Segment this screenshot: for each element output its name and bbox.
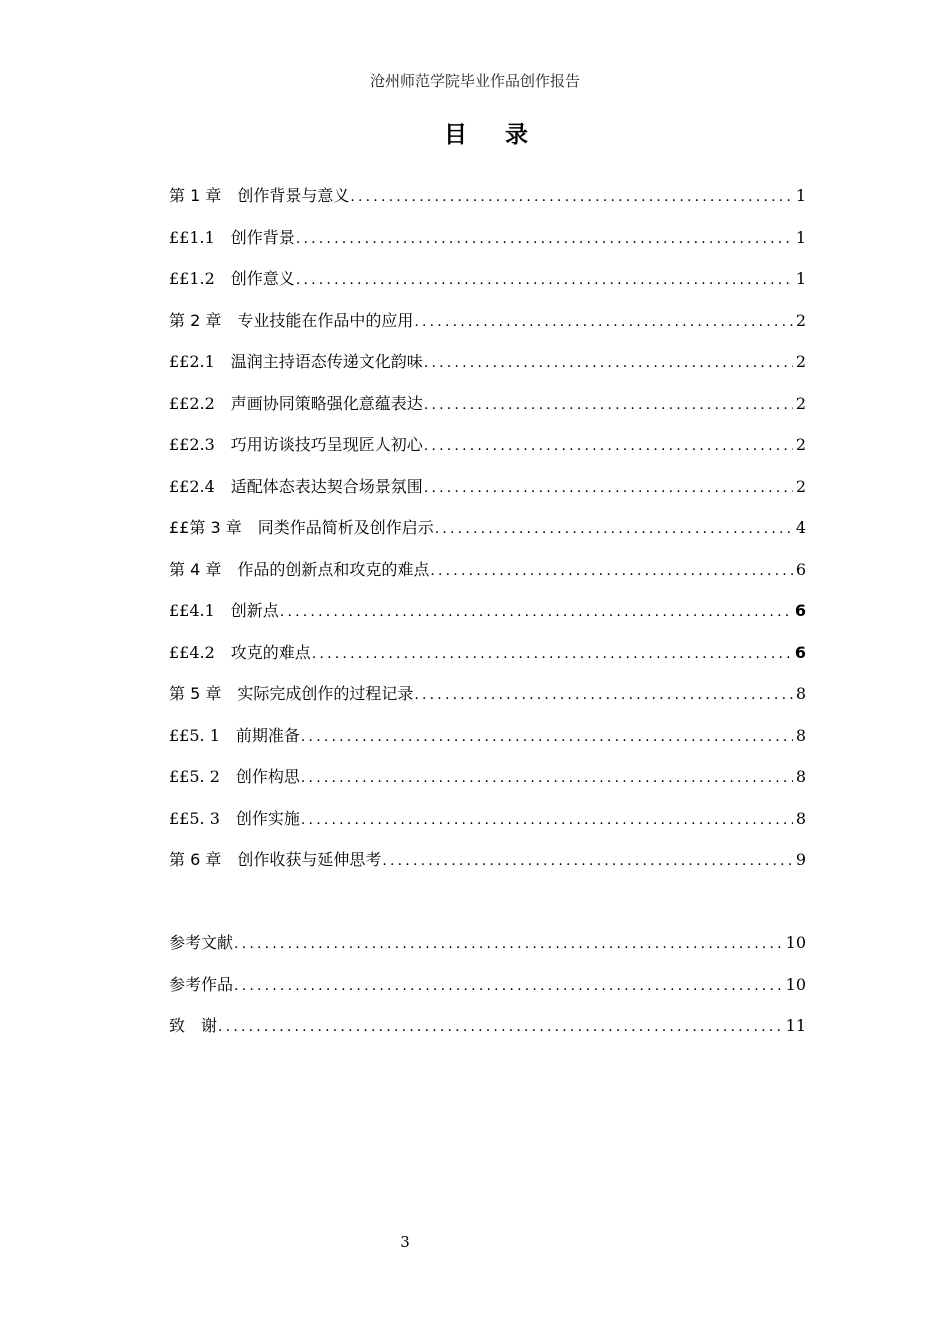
toc-entry-label: ££第 3 章 同类作品简析及创作启示 bbox=[169, 518, 434, 537]
toc-leader-dots bbox=[312, 634, 792, 674]
toc-leader-dots bbox=[350, 177, 792, 217]
toc-leader-dots bbox=[414, 675, 792, 715]
toc-entry[interactable] bbox=[169, 715, 806, 757]
toc-entry[interactable] bbox=[169, 300, 806, 342]
toc-entry-label: ££4.1 创新点 bbox=[169, 601, 279, 620]
toc-leader-dots bbox=[296, 219, 793, 259]
toc-leader-dots bbox=[296, 260, 793, 300]
toc-leader-dots bbox=[414, 302, 792, 342]
toc-entry-page: 6 bbox=[794, 601, 806, 620]
toc-entry-label: ££4.2 攻克的难点 bbox=[169, 642, 311, 662]
toc-entry-page: 1 bbox=[795, 227, 806, 247]
toc-entry-page: 10 bbox=[785, 974, 806, 994]
toc-list bbox=[169, 175, 806, 1047]
toc-leader-dots bbox=[424, 343, 793, 383]
toc-entry-page: 6 bbox=[795, 559, 806, 579]
toc-entry-page: 11 bbox=[785, 1016, 806, 1035]
toc-entry[interactable] bbox=[169, 507, 806, 549]
toc-entry-page: 4 bbox=[795, 518, 806, 537]
toc-entry-label: 第 1 章 创作背景与意义 bbox=[169, 186, 350, 205]
toc-entry-page: 2 bbox=[795, 435, 806, 454]
toc-entry[interactable] bbox=[169, 424, 806, 466]
toc-entry[interactable] bbox=[169, 466, 806, 508]
toc-entry-page: 1 bbox=[795, 269, 806, 288]
toc-leader-dots bbox=[430, 551, 792, 591]
toc-leader-dots bbox=[301, 758, 793, 798]
toc-leader-dots bbox=[301, 800, 793, 840]
toc-entry-page: 8 bbox=[795, 808, 806, 828]
toc-entry-page: 2 bbox=[795, 310, 806, 330]
toc-entry[interactable] bbox=[169, 217, 806, 259]
toc-leader-dots bbox=[218, 1007, 783, 1047]
toc-entry-label: 第 6 章 创作收获与延伸思考 bbox=[169, 850, 382, 869]
toc-entry-label: ££2.4 适配体态表达契合场景氛围 bbox=[169, 476, 423, 496]
toc-entry-page: 8 bbox=[795, 684, 806, 703]
toc-entry-page: 1 bbox=[795, 186, 806, 205]
toc-entry-label: 参考文献 bbox=[169, 933, 234, 952]
toc-leader-dots bbox=[424, 468, 793, 508]
toc-entry[interactable] bbox=[169, 258, 806, 300]
toc-leader-dots bbox=[424, 426, 793, 466]
toc-leader-dots bbox=[424, 385, 793, 425]
toc-entry[interactable] bbox=[169, 673, 806, 715]
toc-entry-label: ££5. 3 创作实施 bbox=[169, 808, 300, 828]
toc-entry[interactable] bbox=[169, 175, 806, 217]
toc-entry[interactable] bbox=[169, 1005, 806, 1047]
toc-entry-page: 9 bbox=[795, 850, 806, 869]
toc-entry[interactable] bbox=[169, 798, 806, 840]
toc-leader-dots bbox=[301, 717, 793, 757]
toc-entry-label: ££2.3 巧用访谈技巧呈现匠人初心 bbox=[169, 435, 423, 454]
toc-entry-page: 2 bbox=[795, 393, 806, 413]
toc-entry[interactable] bbox=[169, 839, 806, 881]
toc-entry-page: 10 bbox=[785, 933, 806, 952]
toc-entry-label: 致 谢 bbox=[169, 1016, 218, 1035]
toc-entry-page: 2 bbox=[795, 352, 806, 371]
toc-entry-label: ££2.2 声画协同策略强化意蕴表达 bbox=[169, 393, 423, 413]
toc-entry[interactable] bbox=[169, 632, 806, 674]
toc-leader-dots bbox=[234, 924, 783, 964]
toc-entry-label: ££1.1 创作背景 bbox=[169, 227, 295, 247]
toc-entry[interactable] bbox=[169, 756, 806, 798]
toc-entry[interactable] bbox=[169, 590, 806, 632]
toc-entry-label: 第 4 章 作品的创新点和攻克的难点 bbox=[169, 559, 430, 579]
toc-leader-dots bbox=[435, 509, 793, 549]
toc-entry-label: ££2.1 温润主持语态传递文化韵味 bbox=[169, 352, 423, 371]
toc-entry-page: 8 bbox=[795, 767, 806, 786]
toc-entry-page: 2 bbox=[795, 476, 806, 496]
toc-entry-page: 6 bbox=[794, 642, 806, 662]
toc-leader-dots bbox=[280, 592, 792, 632]
toc-entry-label: 参考作品 bbox=[169, 974, 234, 994]
toc-entry-label: ££5. 1 前期准备 bbox=[169, 725, 300, 745]
toc-leader-dots bbox=[382, 841, 792, 881]
toc-entry[interactable] bbox=[169, 341, 806, 383]
page-number: 3 bbox=[400, 1233, 410, 1251]
toc-entry-label: 第 2 章 专业技能在作品中的应用 bbox=[169, 310, 414, 330]
toc-entry[interactable] bbox=[169, 383, 806, 425]
toc-entry[interactable] bbox=[169, 922, 806, 964]
toc-entry[interactable] bbox=[169, 549, 806, 591]
toc-entry-label: 第 5 章 实际完成创作的过程记录 bbox=[169, 684, 414, 703]
page-header: 沧州师范学院毕业作品创作报告 bbox=[369, 72, 580, 90]
toc-entry[interactable] bbox=[169, 964, 806, 1006]
toc-entry-label: ££5. 2 创作构思 bbox=[169, 767, 300, 786]
toc-entry-label: ££1.2 创作意义 bbox=[169, 269, 295, 288]
toc-title: 目录 bbox=[444, 122, 566, 148]
toc-entry-page: 8 bbox=[795, 725, 806, 745]
toc-leader-dots bbox=[234, 966, 783, 1006]
